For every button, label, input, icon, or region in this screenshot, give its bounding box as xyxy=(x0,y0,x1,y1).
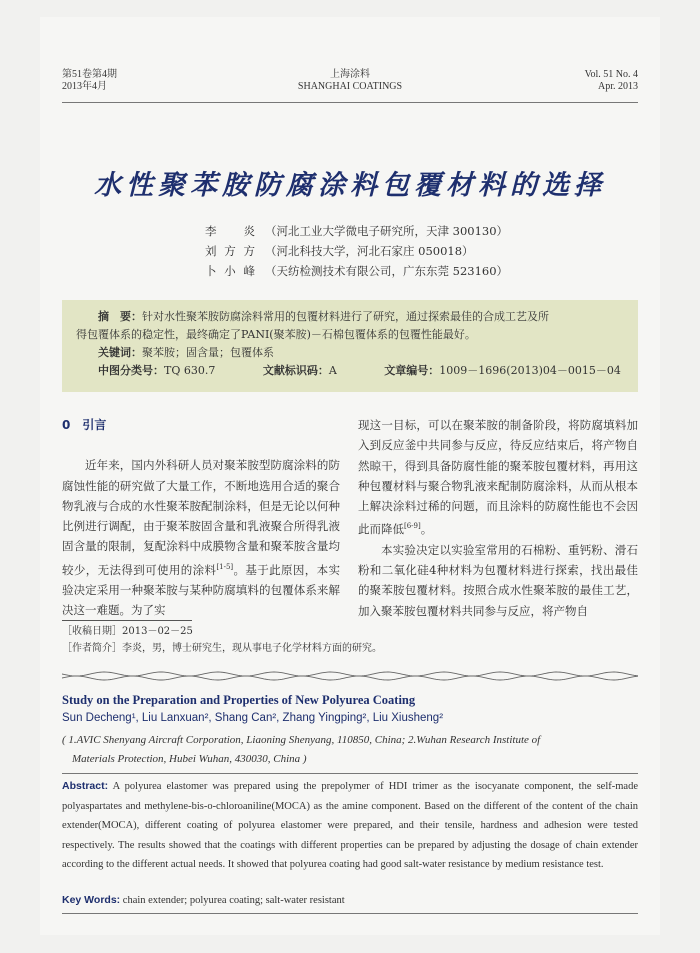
header-vol-en: Vol. 51 No. 4 xyxy=(584,69,638,80)
footnote-author: ［作者简介］李炎，男，博士研究生，现从事电子化学材料方面的研究。 xyxy=(62,643,382,654)
english-keywords xyxy=(62,894,345,906)
paper-page xyxy=(40,17,660,935)
author-name: 刘方方 xyxy=(205,244,255,258)
body-paragraph xyxy=(62,455,340,620)
header-volume-en xyxy=(585,69,638,93)
author-affiliation: （天纺检测技术有限公司，广东东莞 523160） xyxy=(265,264,509,278)
abstract-text-2: 得包覆体系的稳定性，最终确定了PANI(聚苯胺)－石棉包覆体系的包覆性能最好。 xyxy=(76,328,476,341)
footnote-rule xyxy=(62,620,192,621)
header-volume-cn: 第51卷第4期 xyxy=(62,69,117,80)
paragraph-text: 。 xyxy=(420,522,433,537)
author-affiliation: （河北科技大学，河北石家庄 050018） xyxy=(265,244,474,258)
english-keywords-text: chain extender; polyurea coating; salt-water resistant xyxy=(120,895,345,906)
english-abstract-rule-top xyxy=(62,773,638,774)
abstract-label: 摘 要： xyxy=(98,310,142,323)
journal-header xyxy=(62,69,638,99)
author-affiliation: （河北工业大学微电子研究所，天津 300130） xyxy=(265,224,509,238)
footnote-received: ［收稿日期］2013－02－25 xyxy=(62,626,193,637)
english-abstract-text: A polyurea elastomer was prepared using the prepolymer of HDI trimer as the isocyanate component, the self-made polyaspartates and methylene-bis-o-chloroaniline(MOCA) as the amine component. Based on the different of the content of the chain extender(MOCA), different coating of polyurea elastomer were prepared, and their tensile, hardness and adhesion were tested respectively. The results showed that the coatings with different properties can be prepared by adjusting the dosage of chain extender according to the different actual needs. It showed that polyurea coating had good salt-water resistance by medium resistance test. xyxy=(62,781,638,870)
body-column-right xyxy=(358,415,638,621)
affiliation-line-2: Materials Protection, Hubei Wuhan, 430030, China ) xyxy=(72,753,307,765)
keywords-line xyxy=(76,344,624,362)
clc-label: 中图分类号： xyxy=(98,364,164,377)
abstract-line xyxy=(76,308,624,326)
paper-title: 水性聚苯胺防腐涂料包覆材料的选择 xyxy=(94,170,606,201)
body-paragraph: 本实验决定以实验室常用的石棉粉、重钙粉、滑石粉和二氧化硅4种材料为包覆材料进行探索，找出最佳的聚苯胺包覆材料。按照合成水性聚苯胺的最佳工艺，加入聚苯胺包覆材料共同参与反应，将产物自 xyxy=(358,542,638,618)
paragraph-text: 近年来，国内外科研人员对聚苯胺型防腐涂料的防腐蚀性能的研究做了大量工作，不断地选用合适的聚合物乳液与合成的水性聚苯胺配制涂料，但是无论以何种比例进行调配，由于聚苯胺固含量和乳液聚合所得乳液固含量的限制，复配涂料中成膜物含量和聚苯胺含量均较少，无法得到可使用的涂料 xyxy=(62,458,340,577)
doc-code-value: A xyxy=(328,364,337,377)
keywords-label: 关键词： xyxy=(98,346,142,359)
section-heading: 0 引言 xyxy=(62,418,107,432)
header-journal-en: SHANGHAI COATINGS xyxy=(297,81,403,92)
paragraph-text: 现这一目标，可以在聚苯胺的制备阶段，将防腐填料加入到反应釜中共同参与反应，待反应结束后，将产物自然晾干，得到具备防腐性能的聚苯胺包覆材料，再用这种包覆材料与聚合物乳液来配制防腐涂料，从而从根本上解决涂料过稀的问题，而且涂料的防腐性能也不会因此而降低 xyxy=(358,418,638,537)
affiliation-line-1: ( 1.AVIC Shenyang Aircraft Corporation, Liaoning Shenyang, 110850, China; 2.Wuhan Research Institute of xyxy=(62,734,541,746)
author-row xyxy=(205,261,508,281)
english-abstract-label: Abstract: xyxy=(62,780,109,792)
author-name: 李炎 xyxy=(205,224,255,238)
english-abstract xyxy=(62,777,638,875)
body-column-left xyxy=(62,415,340,621)
author-name: 卜小峰 xyxy=(205,264,255,278)
citation[interactable]: [6-9] xyxy=(404,522,421,531)
header-journal-name xyxy=(62,69,638,93)
header-date-en: Apr. 2013 xyxy=(598,81,638,92)
paragraph-text: 。基于此原因，本实验决定采用一种聚苯胺与某种防腐填料的包覆体系来解决这一难题。为了实 xyxy=(62,562,341,618)
english-keywords-label: Key Words: xyxy=(62,894,121,906)
abstract-box xyxy=(62,300,638,392)
clc-value: TQ 630.7 xyxy=(164,364,216,377)
author-row xyxy=(205,221,508,241)
keywords-text: 聚苯胺；固含量；包覆体系 xyxy=(142,346,274,359)
doc-code-label: 文献标识码： xyxy=(262,364,329,377)
classification-line xyxy=(76,362,624,380)
article-number-label: 文章编号： xyxy=(384,364,440,377)
header-date-cn: 2013年4月 xyxy=(62,81,107,92)
body-paragraph xyxy=(358,415,638,540)
english-authors: Sun Decheng¹, Liu Lanxuan², Shang Can², Zhang Yingping², Liu Xiusheng² xyxy=(62,712,444,724)
english-abstract-rule-bottom xyxy=(62,913,638,914)
author-row xyxy=(205,241,508,261)
header-rule xyxy=(62,102,638,103)
citation[interactable]: [1-5] xyxy=(216,562,234,571)
footnote xyxy=(62,623,382,657)
author-list xyxy=(205,221,508,281)
abstract-text-1: 针对水性聚苯胺防腐涂料常用的包覆材料进行了研究，通过探索最佳的合成工艺及所 xyxy=(142,310,549,323)
wave-divider xyxy=(62,669,638,683)
article-number-value: 1009－1696(2013)04－0015－04 xyxy=(439,364,621,377)
header-journal-cn: 上海涂料 xyxy=(330,69,370,80)
english-affiliations xyxy=(62,731,638,769)
english-title: Study on the Preparation and Properties of New Polyurea Coating xyxy=(62,693,416,707)
